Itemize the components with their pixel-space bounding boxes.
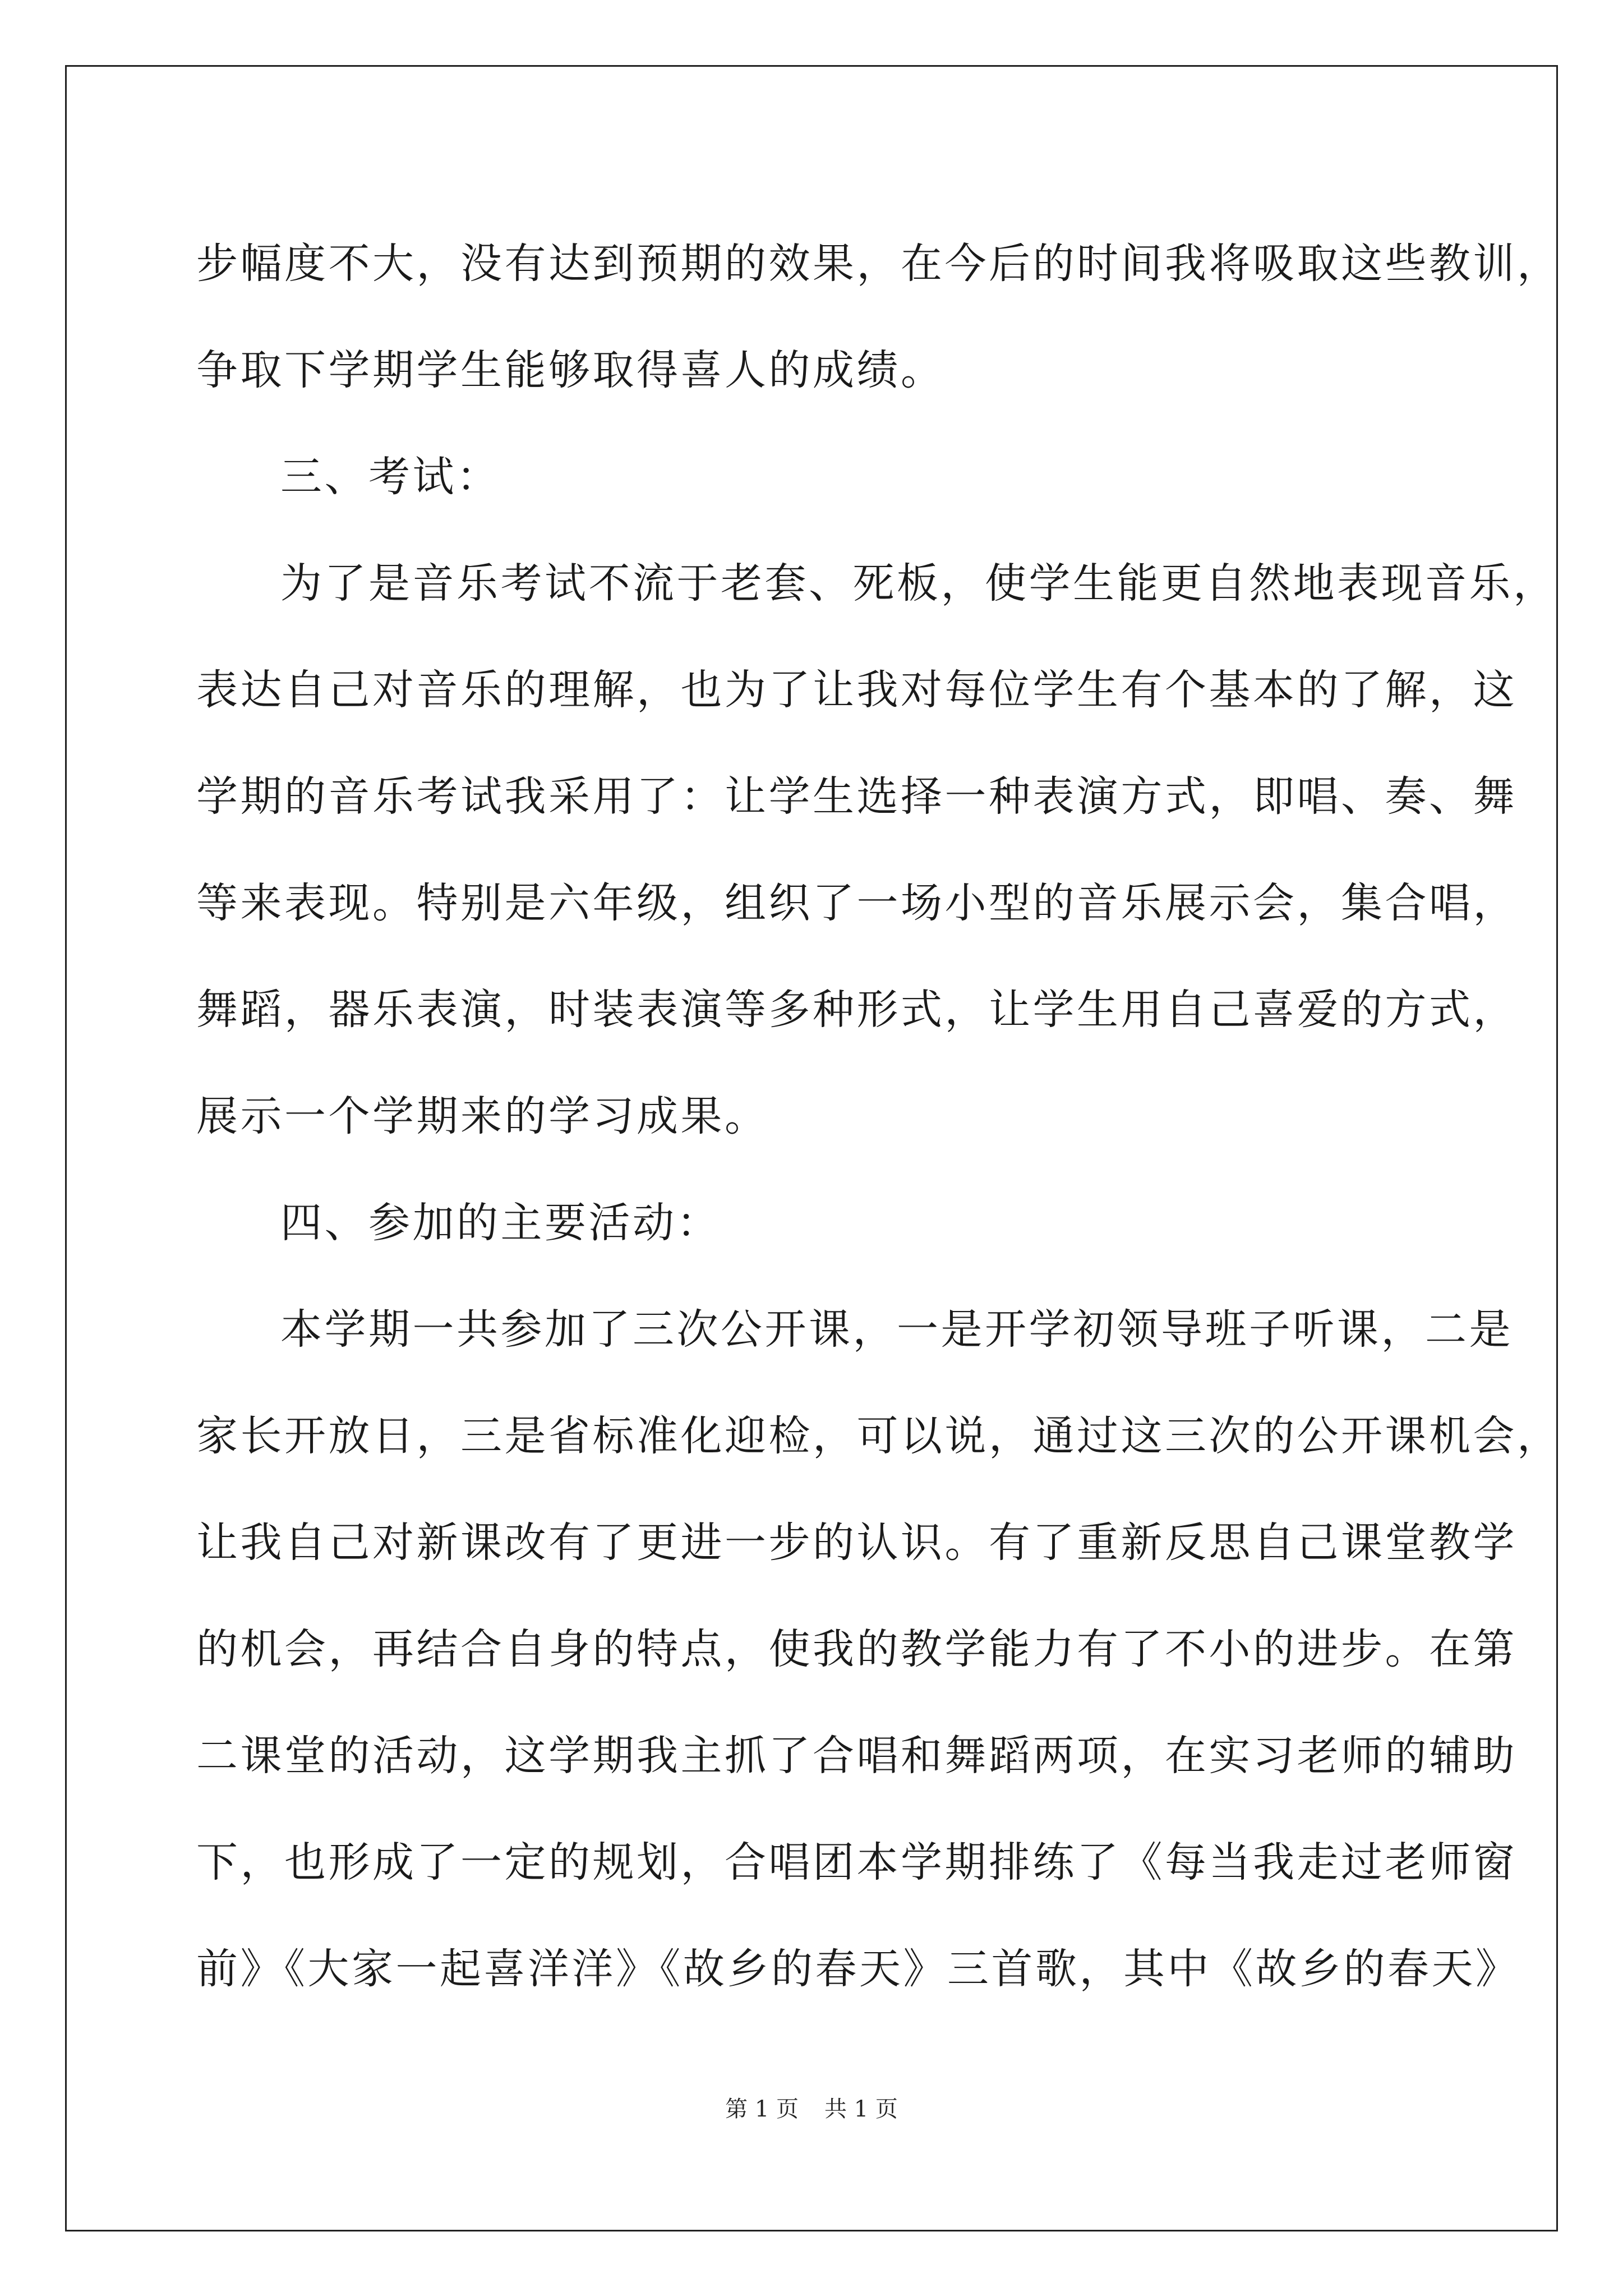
text-line: 学期的音乐考试我采用了：让学生选择一种表演方式，即唱、奏、舞	[196, 772, 1517, 821]
page-number: 第 1 页	[725, 2096, 799, 2122]
page-footer	[0, 2091, 1623, 2123]
text-line: 二课堂的活动，这学期我主抓了合唱和舞蹈两项，在实习老师的辅助	[196, 1732, 1517, 1780]
text-line: 争取下学期学生能够取得喜人的成绩。	[196, 346, 945, 394]
text-line: 让我自己对新课改有了更进一步的认识。有了重新反思自己课堂教学	[196, 1519, 1517, 1567]
text-line: 表达自己对音乐的理解，也为了让我对每位学生有个基本的了解，这	[196, 666, 1517, 714]
section-heading: 四、参加的主要活动：	[280, 1199, 721, 1247]
text-line: 步幅度不大，没有达到预期的效果，在今后的时间我将吸取这些教训，	[196, 240, 1561, 288]
text-line: 下，也形成了一定的规划，合唱团本学期排练了《每当我走过老师窗	[196, 1838, 1517, 1887]
page-total: 共 1 页	[824, 2096, 898, 2122]
text-line: 家长开放日，三是省标准化迎检，可以说，通过这三次的公开课机会，	[196, 1412, 1561, 1460]
text-line: 为了是音乐考试不流于老套、死板，使学生能更自然地表现音乐，	[280, 559, 1557, 608]
text-line: 舞蹈，器乐表演，时装表演等多种形式，让学生用自己喜爱的方式，	[196, 986, 1517, 1034]
text-line: 的机会，再结合自身的特点，使我的教学能力有了不小的进步。在第	[196, 1625, 1517, 1673]
text-line: 等来表现。特别是六年级，组织了一场小型的音乐展示会，集合唱，	[196, 879, 1517, 927]
text-line: 本学期一共参加了三次公开课，一是开学初领导班子听课，二是	[280, 1305, 1513, 1354]
text-line: 前》《大家一起喜洋洋》《故乡的春天》三首歌，其中《故乡的春天》	[196, 1945, 1520, 1993]
section-heading: 三、考试：	[280, 453, 501, 501]
document-body	[196, 210, 1561, 2022]
text-line: 展示一个学期来的学习成果。	[196, 1092, 769, 1140]
